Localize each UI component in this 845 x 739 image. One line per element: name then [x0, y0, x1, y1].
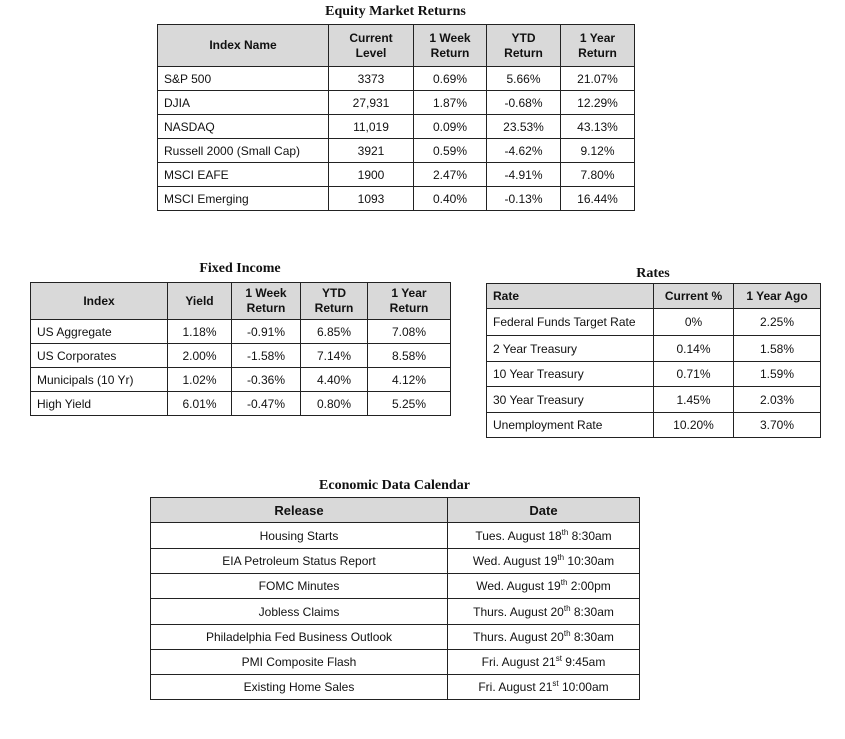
- date-time: 9:45am: [561, 655, 606, 669]
- release-name: EIA Petroleum Status Report: [151, 549, 448, 574]
- release-name: PMI Composite Flash: [151, 650, 448, 675]
- release-date: [448, 574, 640, 599]
- release-name: Existing Home Sales: [151, 675, 448, 700]
- rates-cell: Unemployment Rate: [487, 413, 654, 438]
- equity-cell: 0.59%: [414, 139, 487, 163]
- rates-title: Rates: [636, 266, 670, 281]
- release-date: [448, 523, 640, 549]
- date-time: 8:30am: [570, 604, 614, 619]
- rates-cell: 1.45%: [654, 387, 734, 413]
- equity-cell: -4.62%: [487, 139, 561, 163]
- equity-cell: DJIA: [158, 91, 329, 115]
- date-ordinal: th: [563, 629, 571, 638]
- rates-cell: 0.71%: [654, 362, 734, 387]
- table-row: [158, 91, 635, 115]
- equity-cell: 16.44%: [561, 187, 635, 211]
- date-text: Wed. August 19: [476, 579, 561, 593]
- fixed-cell: US Corporates: [31, 344, 168, 368]
- table-row: [487, 387, 821, 413]
- equity-cell: 2.47%: [414, 163, 487, 187]
- calendar-title: Economic Data Calendar: [319, 478, 470, 493]
- rates-header-current: Current %: [654, 284, 734, 309]
- equity-cell: 11,019: [329, 115, 414, 139]
- table-row: [31, 320, 451, 344]
- table-row: [151, 650, 640, 675]
- equity-cell: 23.53%: [487, 115, 561, 139]
- rates-cell: 10 Year Treasury: [487, 362, 654, 387]
- equity-cell: 7.80%: [561, 163, 635, 187]
- table-row: [487, 362, 821, 387]
- date-time: 10:30am: [564, 554, 615, 568]
- calendar-header-date: Date: [448, 498, 640, 523]
- table-row: [151, 523, 640, 549]
- table-row: [487, 336, 821, 362]
- rates-header-1-year-ago: 1 Year Ago: [734, 284, 821, 309]
- fixed-cell: 8.58%: [368, 344, 451, 368]
- fixed-header-yield: Yield: [168, 283, 232, 320]
- fixed-cell: 1.02%: [168, 368, 232, 392]
- equity-cell: 9.12%: [561, 139, 635, 163]
- table-row: [31, 392, 451, 416]
- rates-cell: 2 Year Treasury: [487, 336, 654, 362]
- date-time: 8:30am: [570, 630, 614, 644]
- calendar-header-row: [151, 498, 640, 523]
- rates-cell: 1.58%: [734, 336, 821, 362]
- fixed-income-title: Fixed Income: [199, 261, 281, 276]
- equity-cell: 0.09%: [414, 115, 487, 139]
- fixed-cell: 6.85%: [301, 320, 368, 344]
- equity-cell: -0.13%: [487, 187, 561, 211]
- fixed-cell: 4.40%: [301, 368, 368, 392]
- table-row: [31, 368, 451, 392]
- table-row: [151, 675, 640, 700]
- equity-title: Equity Market Returns: [325, 4, 466, 19]
- release-date: [448, 650, 640, 675]
- rates-cell: 1.59%: [734, 362, 821, 387]
- release-date: [448, 625, 640, 650]
- date-text: Tues. August 18: [475, 528, 562, 543]
- release-name: Housing Starts: [151, 523, 448, 549]
- equity-cell: 12.29%: [561, 91, 635, 115]
- equity-cell: -0.68%: [487, 91, 561, 115]
- rates-cell: 10.20%: [654, 413, 734, 438]
- fixed-cell: 2.00%: [168, 344, 232, 368]
- equity-cell: Russell 2000 (Small Cap): [158, 139, 329, 163]
- equity-cell: S&P 500: [158, 67, 329, 91]
- date-time: 2:00pm: [567, 579, 611, 593]
- equity-cell: -4.91%: [487, 163, 561, 187]
- date-text: Thurs. August 20: [473, 630, 564, 644]
- release-date: [448, 599, 640, 625]
- release-date: [448, 675, 640, 700]
- fixed-cell: High Yield: [31, 392, 168, 416]
- table-row: [151, 625, 640, 650]
- fixed-cell: US Aggregate: [31, 320, 168, 344]
- rates-cell: Federal Funds Target Rate: [487, 309, 654, 336]
- fixed-header-1-week: 1 Week Return: [232, 283, 301, 320]
- equity-cell: 5.66%: [487, 67, 561, 91]
- table-row: [151, 599, 640, 625]
- equity-header-1-week: 1 Week Return: [414, 25, 487, 67]
- equity-cell: 3921: [329, 139, 414, 163]
- table-row: [151, 574, 640, 599]
- date-ordinal: st: [555, 654, 562, 663]
- equity-table: [157, 24, 635, 211]
- rates-cell: 0.14%: [654, 336, 734, 362]
- rates-cell: 30 Year Treasury: [487, 387, 654, 413]
- date-time: 8:30am: [568, 528, 612, 543]
- table-row: [158, 115, 635, 139]
- equity-cell: MSCI EAFE: [158, 163, 329, 187]
- table-row: [158, 187, 635, 211]
- date-ordinal: th: [563, 603, 571, 613]
- release-name: FOMC Minutes: [151, 574, 448, 599]
- rates-cell: 3.70%: [734, 413, 821, 438]
- equity-cell: 0.69%: [414, 67, 487, 91]
- date-text: Fri. August 21: [481, 655, 556, 669]
- table-row: [487, 309, 821, 336]
- table-row: [158, 163, 635, 187]
- calendar-table: [150, 497, 640, 700]
- equity-cell: 43.13%: [561, 115, 635, 139]
- fixed-header-1-year: 1 Year Return: [368, 283, 451, 320]
- fixed-cell: 0.80%: [301, 392, 368, 416]
- fixed-header-index: Index: [31, 283, 168, 320]
- date-text: Thurs. August 20: [473, 604, 564, 619]
- equity-header-row: [158, 25, 635, 67]
- equity-header-ytd: YTD Return: [487, 25, 561, 67]
- equity-cell: 1.87%: [414, 91, 487, 115]
- rates-cell: 2.03%: [734, 387, 821, 413]
- date-ordinal: th: [557, 553, 565, 562]
- table-row: [158, 139, 635, 163]
- fixed-income-table: [30, 282, 451, 416]
- date-ordinal: th: [560, 578, 568, 587]
- rates-cell: 0%: [654, 309, 734, 336]
- fixed-cell: -0.91%: [232, 320, 301, 344]
- equity-cell: NASDAQ: [158, 115, 329, 139]
- release-date: [448, 549, 640, 574]
- equity-header-index-name: Index Name: [158, 25, 329, 67]
- table-row: [487, 413, 821, 438]
- table-row: [31, 344, 451, 368]
- table-row: [158, 67, 635, 91]
- fixed-cell: 1.18%: [168, 320, 232, 344]
- calendar-header-release: Release: [151, 498, 448, 523]
- equity-cell: 0.40%: [414, 187, 487, 211]
- fixed-cell: -0.47%: [232, 392, 301, 416]
- equity-cell: MSCI Emerging: [158, 187, 329, 211]
- fixed-header-ytd: YTD Return: [301, 283, 368, 320]
- release-name: Philadelphia Fed Business Outlook: [151, 625, 448, 650]
- fixed-cell: 7.08%: [368, 320, 451, 344]
- date-text: Wed. August 19: [472, 554, 558, 568]
- equity-cell: 21.07%: [561, 67, 635, 91]
- equity-header-current-level: Current Level: [329, 25, 414, 67]
- fixed-cell: -1.58%: [232, 344, 301, 368]
- fixed-cell: 4.12%: [368, 368, 451, 392]
- table-row: [151, 549, 640, 574]
- date-ordinal: th: [561, 527, 569, 537]
- equity-cell: 1900: [329, 163, 414, 187]
- rates-header-row: [487, 284, 821, 309]
- fixed-income-header-row: [31, 283, 451, 320]
- rates-header-rate: Rate: [487, 284, 654, 309]
- fixed-cell: Municipals (10 Yr): [31, 368, 168, 392]
- equity-header-1-year: 1 Year Return: [561, 25, 635, 67]
- rates-cell: 2.25%: [734, 309, 821, 336]
- release-name: Jobless Claims: [151, 599, 448, 625]
- rates-table: [486, 283, 821, 438]
- fixed-cell: 7.14%: [301, 344, 368, 368]
- fixed-cell: 5.25%: [368, 392, 451, 416]
- fixed-cell: 6.01%: [168, 392, 232, 416]
- equity-cell: 1093: [329, 187, 414, 211]
- date-ordinal: st: [552, 679, 559, 688]
- date-text: Fri. August 21: [478, 680, 553, 694]
- fixed-cell: -0.36%: [232, 368, 301, 392]
- equity-cell: 3373: [329, 67, 414, 91]
- equity-cell: 27,931: [329, 91, 414, 115]
- date-time: 10:00am: [558, 680, 609, 694]
